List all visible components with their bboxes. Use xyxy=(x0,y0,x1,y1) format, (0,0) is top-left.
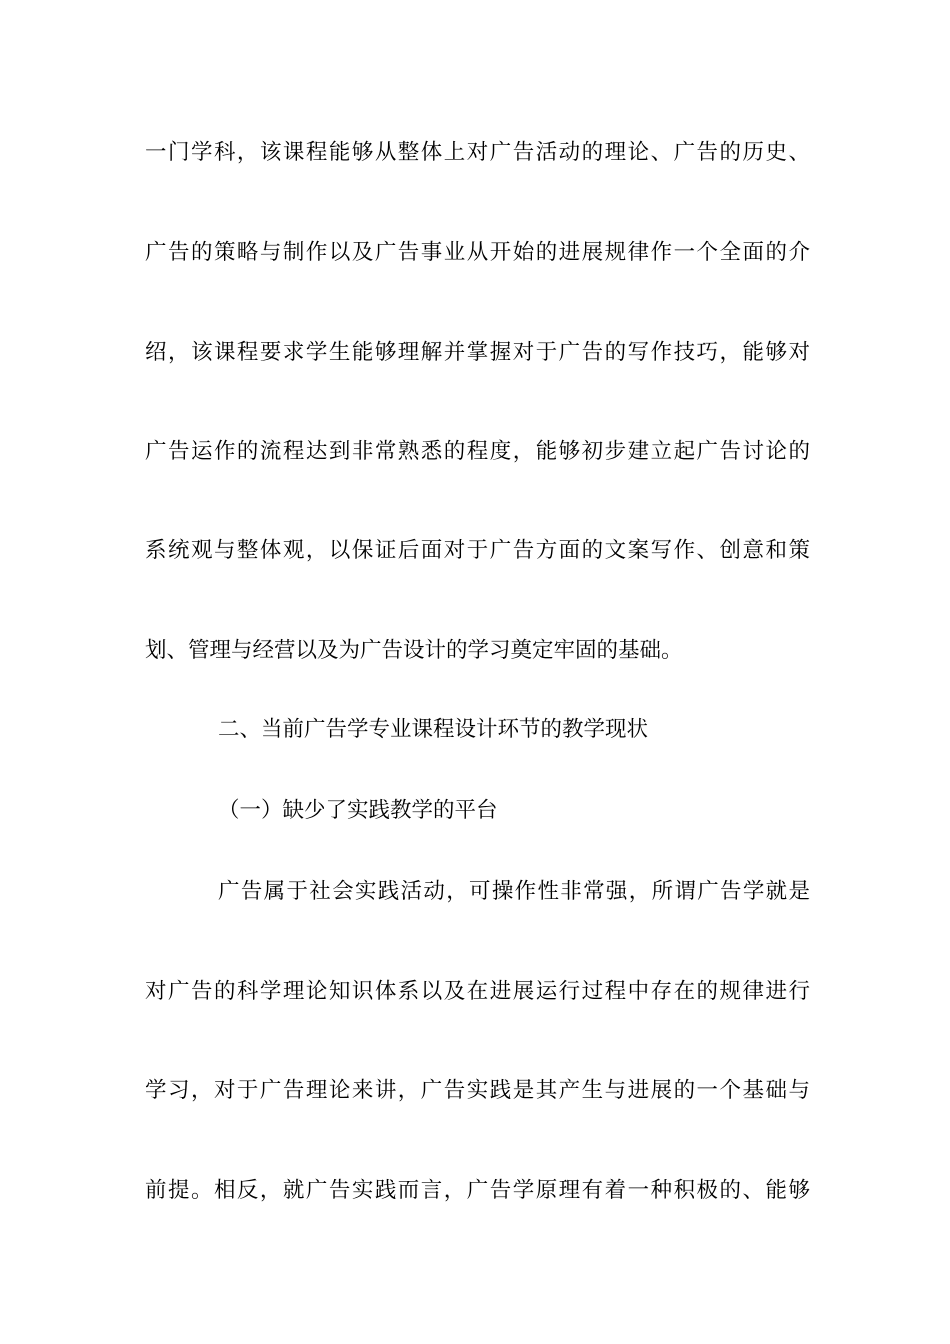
paragraph-line: 前提。相反，就广告实践而言，广告学原理有着一种积极的、能够 xyxy=(145,1178,810,1203)
paragraph-line: 绍，该课程要求学生能够理解并掌握对于广告的写作技巧，能够对 xyxy=(145,340,810,365)
paragraph-line: 对广告的科学理论知识体系以及在进展运行过程中存在的规律进行 xyxy=(145,979,810,1004)
paragraph-line: 广告属于社会实践活动，可操作性非常强，所谓广告学就是 xyxy=(218,879,810,904)
paragraph-line: 系统观与整体观，以保证后面对于广告方面的文案写作、创意和策 xyxy=(145,538,810,563)
paragraph-line: 划、管理与经营以及为广告设计的学习奠定牢固的基础。 xyxy=(145,638,683,663)
section-heading: 二、当前广告学专业课程设计环节的教学现状 xyxy=(218,717,649,742)
paragraph-line: 学习，对于广告理论来讲，广告实践是其产生与进展的一个基础与 xyxy=(145,1078,810,1103)
subsection-heading: （一）缺少了实践教学的平台 xyxy=(218,798,498,823)
paragraph-line: 一门学科，该课程能够从整体上对广告活动的理论、广告的历史、 xyxy=(145,140,810,165)
paragraph-line: 广告的策略与制作以及广告事业从开始的进展规律作一个全面的介 xyxy=(145,240,810,265)
paragraph-line: 广告运作的流程达到非常熟悉的程度，能够初步建立起广告讨论的 xyxy=(145,439,810,464)
